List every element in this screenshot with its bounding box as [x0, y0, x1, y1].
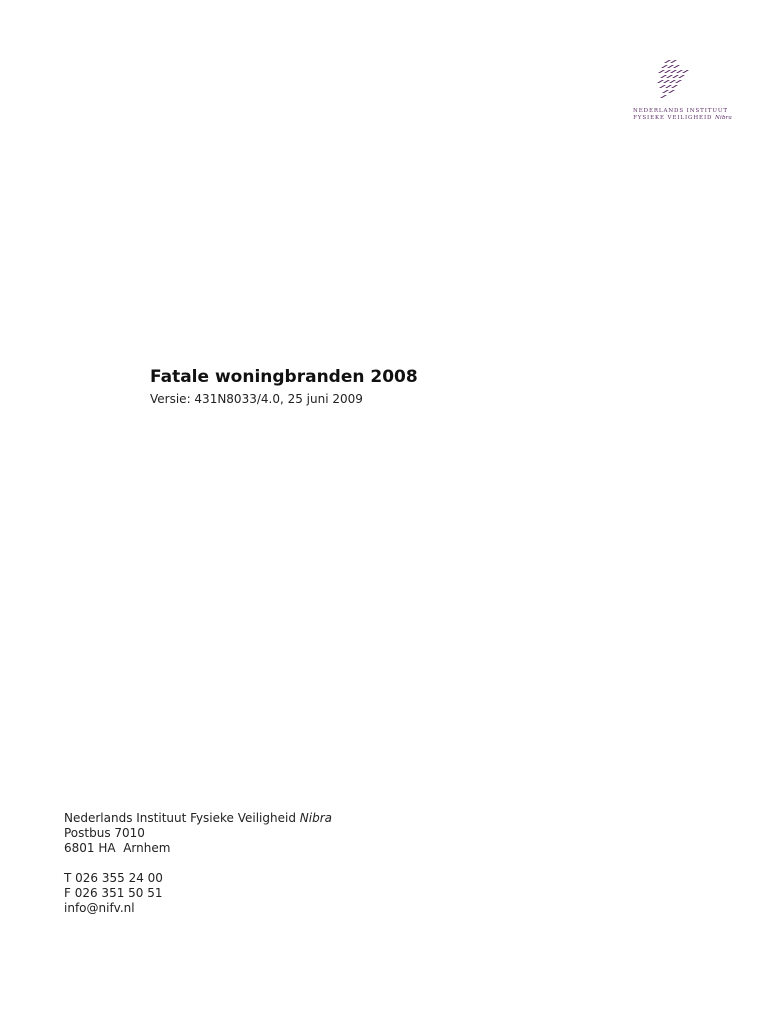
- logo-wordmark: [622, 108, 732, 122]
- logo-mark-dash: [670, 70, 677, 73]
- logo-mark-dash: [664, 60, 671, 63]
- logo-mark-dash: [660, 75, 667, 78]
- logo-mark-dash: [660, 95, 667, 98]
- email-address: info@nifv.nl: [64, 901, 135, 915]
- logo-mark-dash: [663, 80, 670, 83]
- logo-line-1: NEDERLANDS INSTITUUT: [633, 108, 728, 114]
- logo-mark-dash: [671, 85, 678, 88]
- organization-name: [64, 811, 332, 826]
- logo-mark-dash: [666, 75, 673, 78]
- logo-mark-dash: [675, 80, 682, 83]
- postal-city: 6801 HA Arnhem: [64, 841, 171, 855]
- title-block: [150, 366, 418, 407]
- logo-mark-dash: [661, 65, 668, 68]
- logo-mark-dash: [667, 65, 674, 68]
- logo-line-2: [622, 115, 732, 122]
- logo-mark-dash: [657, 80, 664, 83]
- logo-line-2-tag: Nibra: [714, 115, 732, 121]
- organization-name-text: Nederlands Instituut Fysieke Veiligheid: [64, 811, 300, 825]
- logo-mark-dash: [664, 70, 671, 73]
- phone-number: T 026 355 24 00: [64, 871, 163, 885]
- document-title: Fatale woningbranden 2008: [150, 367, 418, 387]
- organization-tag: Nibra: [299, 811, 332, 825]
- logo-mark-dash: [658, 70, 665, 73]
- logo-mark-dash: [662, 90, 669, 93]
- logo-mark-dash: [673, 65, 680, 68]
- logo-mark-dash: [672, 75, 679, 78]
- logo-mark-dash: [678, 75, 685, 78]
- logo-line-2-text: FYSIEKE VEILIGHEID: [633, 115, 713, 121]
- address-block: [64, 811, 332, 916]
- logo-mark-dash: [682, 70, 689, 73]
- fax-number: F 026 351 50 51: [64, 886, 163, 900]
- spacer: [64, 856, 332, 871]
- document-version: Versie: 431N8033/4.0, 25 juni 2009: [150, 392, 363, 406]
- logo-mark-dash: [676, 70, 683, 73]
- postbus: Postbus 7010: [64, 826, 145, 840]
- nifv-logo: [622, 58, 732, 124]
- nifv-logo-icon: [654, 58, 704, 102]
- logo-mark-dash: [670, 60, 677, 63]
- logo-mark-dash: [669, 80, 676, 83]
- logo-mark-dash: [659, 85, 666, 88]
- logo-mark-dash: [665, 85, 672, 88]
- logo-mark-dash: [668, 90, 675, 93]
